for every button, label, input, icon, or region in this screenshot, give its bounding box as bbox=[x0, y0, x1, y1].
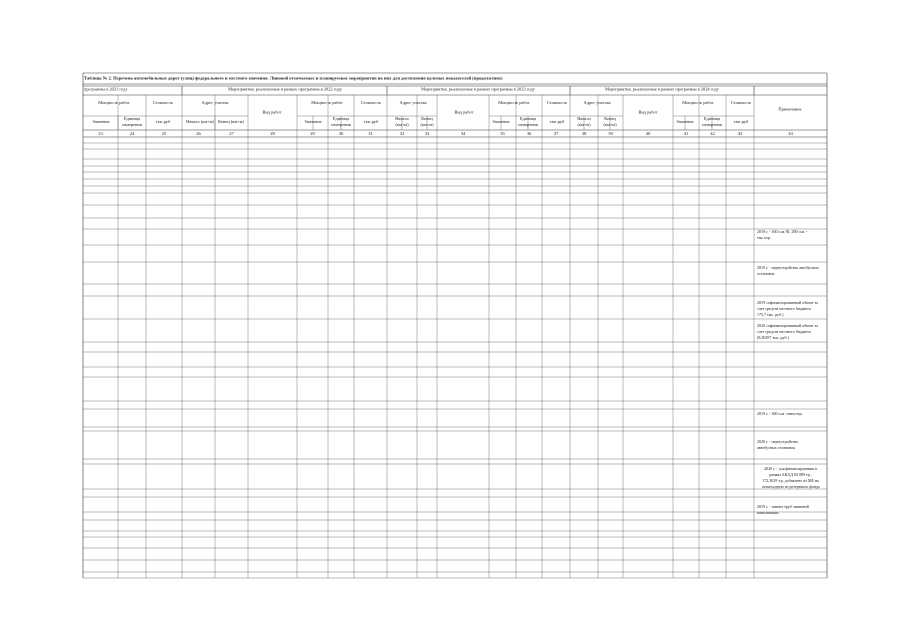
hdr-start-line1: Начало bbox=[577, 116, 591, 121]
note-4-line: 2020 софинансированный объект за bbox=[757, 323, 818, 328]
hdr-unit-line2: измерения bbox=[331, 122, 351, 127]
note-6-line: автобусных остановок bbox=[757, 445, 796, 450]
column-number: 33 bbox=[424, 131, 430, 136]
hdr-cost-2022: Стоимость bbox=[360, 100, 382, 105]
column-number: 43 bbox=[737, 131, 743, 136]
hdr-capacity-2023: Мощность работ bbox=[498, 100, 530, 105]
hdr-work-type-2023: Вид работ bbox=[454, 109, 474, 115]
column-number: 35 bbox=[500, 131, 505, 136]
hdr-end-line1: Конец bbox=[421, 116, 433, 121]
hdr-start: Начало (км+м) bbox=[186, 119, 214, 124]
hdr-value: Значение bbox=[92, 119, 110, 124]
hdr-unit-line1: Единица bbox=[123, 116, 141, 121]
column-number: 31 bbox=[368, 131, 373, 136]
hdr-unit-line2: измерения bbox=[122, 122, 142, 127]
hdr-work-type-2022: Вид работ bbox=[262, 109, 282, 115]
note-6 bbox=[757, 439, 799, 450]
hdr-cost-2021: Стоимость bbox=[152, 100, 174, 105]
hdr-start-line2: (км+м) bbox=[577, 122, 591, 127]
column-number: 27 bbox=[229, 131, 234, 136]
note-7 bbox=[762, 466, 820, 489]
note-4-line: (8,30297 тыс. руб.) bbox=[757, 335, 789, 340]
hdr-work-type-2024: Вид работ bbox=[638, 109, 658, 115]
hdr-end-line1: Конец bbox=[604, 116, 616, 121]
table-title: Таблица № 2. Перечень автомобильных дорог (улиц) федерального и местного значения. Линовой отмечаемые и планируемые мероприятия на них для достижения целевых показателей (продолжение) bbox=[84, 75, 503, 81]
column-number: 39 bbox=[608, 131, 613, 136]
hdr-cost-2024: Стоимость bbox=[730, 100, 752, 105]
column-number: 40 bbox=[645, 131, 651, 136]
note-3-line: 2019 софинансированный объект за bbox=[757, 300, 818, 305]
column-number: 25 bbox=[161, 131, 167, 136]
hdr-address-2022: Адрес участка bbox=[201, 100, 229, 105]
hdr-value: Значение bbox=[304, 119, 322, 124]
note-4-line: счет средств местного бюджета bbox=[757, 329, 811, 334]
hdr-capacity-2022: Мощность работ bbox=[311, 100, 343, 105]
period-2021-label: программы в 2021 году bbox=[84, 86, 128, 92]
hdr-end-line2: (км+м) bbox=[603, 122, 617, 127]
note-2-line: 2019 г. - переустройство автобусных bbox=[757, 265, 819, 270]
column-number: 26 bbox=[196, 131, 201, 136]
hdr-end-line2: (км+м) bbox=[420, 122, 434, 127]
note-5: 2019 г. - 300 п.м. сним.отр. bbox=[757, 411, 803, 416]
hdr-capacity-2024: Мощность работ bbox=[682, 100, 714, 105]
hdr-capacity-2021: Мощность работ bbox=[98, 100, 130, 105]
column-number: 30 bbox=[338, 131, 344, 136]
note-8-line: 2019 г. - замена труб ливневой bbox=[757, 504, 809, 509]
hdr-value: Значение bbox=[492, 119, 510, 124]
column-number: 32 bbox=[399, 131, 405, 136]
column-number: 42 bbox=[710, 131, 715, 136]
hdr-unit-line1: Единица bbox=[703, 116, 721, 121]
note-3-line: 175,7 тыс. руб.) bbox=[757, 312, 784, 317]
note-7-line: рамках БКАД 84 089 тр., bbox=[769, 472, 812, 477]
period-2024-label: Мероприятия, реализуемые в рамках программы в 2024 году bbox=[605, 86, 719, 92]
hdr-start-line2: (км+м) bbox=[395, 122, 409, 127]
hdr-thousand-rub: тыс.руб bbox=[155, 119, 171, 124]
period-2023-label: Мероприятия, реализуемые в рамках программы в 2023 году bbox=[421, 86, 535, 92]
hdr-unit-line1: Единица bbox=[519, 116, 537, 121]
column-number: 34 bbox=[460, 131, 466, 136]
note-1-line: тыс.отр. bbox=[757, 235, 771, 240]
hdr-cost-2023: Стоимость bbox=[546, 100, 568, 105]
hdr-address-2023: Адрес участка bbox=[399, 100, 427, 105]
hdr-value: Значение bbox=[676, 119, 694, 124]
note-6-line: 2020 г. - переустройство bbox=[757, 439, 799, 444]
hdr-notes: Примечание bbox=[778, 106, 802, 112]
hdr-start-line1: Начало bbox=[395, 116, 409, 121]
column-number: 24 bbox=[129, 131, 135, 136]
period-2022-label: Мероприятия, реализуемые в рамках программы в 2022 году bbox=[228, 86, 342, 92]
hdr-end: Конец (км+м) bbox=[218, 119, 244, 124]
hdr-thousand-rub: тыс.руб bbox=[733, 119, 749, 124]
column-number: 38 bbox=[581, 131, 587, 136]
column-number: 36 bbox=[526, 131, 532, 136]
column-number: 37 bbox=[553, 131, 559, 136]
column-number: 29 bbox=[310, 131, 315, 136]
hdr-thousand-rub: тыс.руб bbox=[363, 119, 379, 124]
column-number: 28 bbox=[270, 131, 275, 136]
column-number: 44 bbox=[788, 131, 793, 136]
note-7-line: пешеходную из резервного фонда bbox=[762, 484, 820, 489]
hdr-thousand-rub: тыс.руб bbox=[549, 119, 565, 124]
note-1-line: 2019 г. - 160 п.м./Ф, 290 п.м. - bbox=[757, 229, 808, 234]
note-2-line: остановок bbox=[757, 271, 775, 276]
column-number: 41 bbox=[683, 131, 689, 136]
note-3-line: счет средств местного бюджета bbox=[757, 306, 811, 311]
hdr-unit-line1: Единица bbox=[332, 116, 350, 121]
note-7-line: 172,3029 т.р. добавлено из МБ на bbox=[762, 478, 819, 483]
note-8-line: канализации bbox=[757, 510, 779, 515]
hdr-unit-line2: измерения bbox=[702, 122, 722, 127]
column-number: 23 bbox=[98, 131, 103, 136]
hdr-address-2024: Адрес участка bbox=[583, 100, 611, 105]
note-7-line: 2020 г. - для финансирования в bbox=[764, 466, 817, 471]
hdr-unit-line2: измерения bbox=[518, 122, 538, 127]
